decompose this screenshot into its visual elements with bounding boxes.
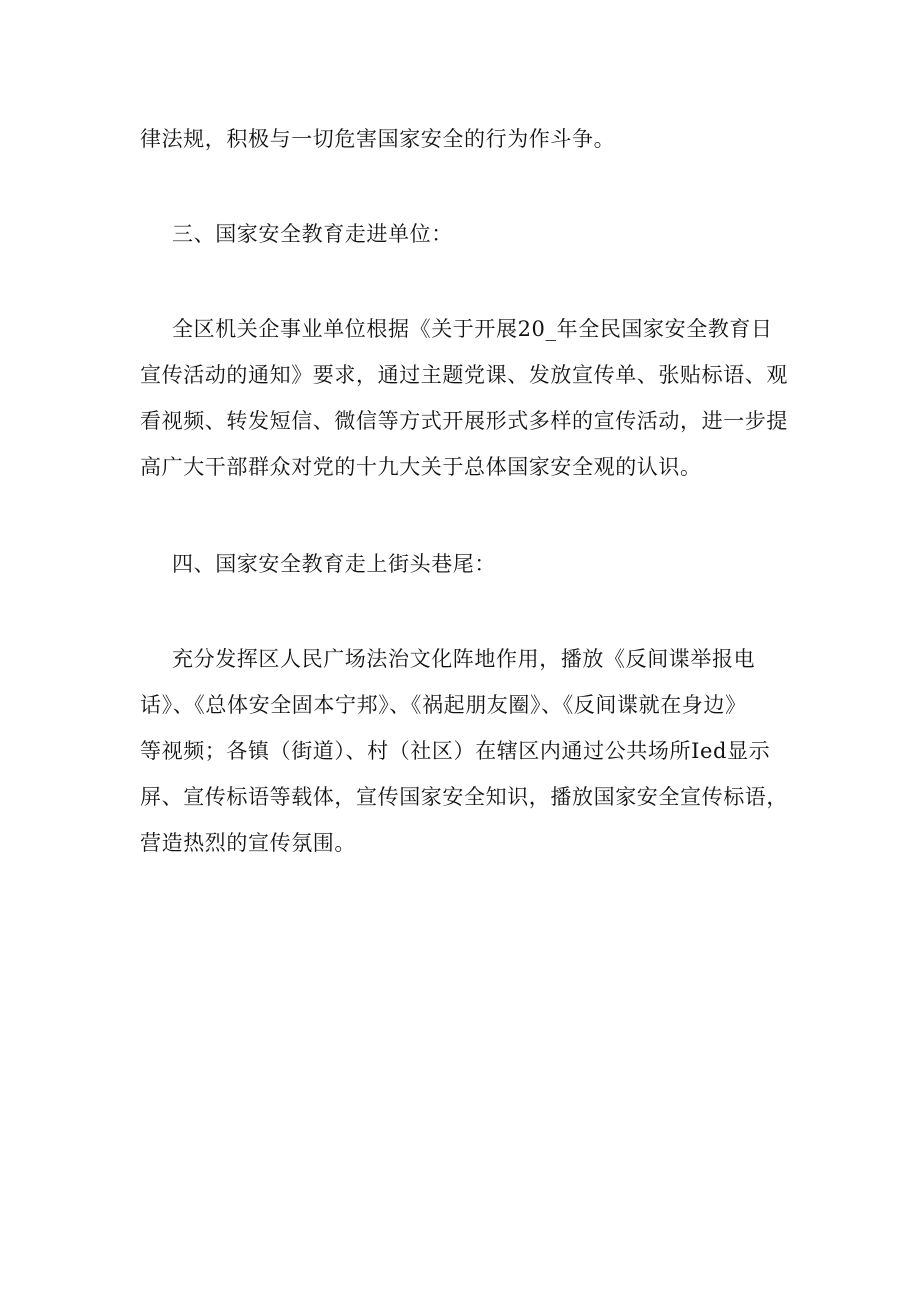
heading-text: 四、国家安全教育走上街头巷尾： xyxy=(172,552,496,576)
paragraph-line: 营造热烈的宣传氛围。 xyxy=(140,831,356,855)
paragraph-line: 高广大干部群众对党的十九大关于总体国家安全观的认识。 xyxy=(140,455,702,479)
paragraph-line: 看视频、转发短信、微信等方式开展形式多样的宣传活动，进一步提 xyxy=(140,409,788,433)
paragraph-line: 等视频；各镇（街道）、村（社区）在辖区内通过公共场所Ied显示 xyxy=(140,739,771,763)
paragraph-line: 屏、宣传标语等载体，宣传国家安全知识，播放国家安全宣传标语， xyxy=(140,785,788,809)
paragraph-line: 话》、《总体安全固本宁邦》、《祸起朋友圈》、《反间谍就在身边》 xyxy=(140,693,747,717)
paragraph-streets xyxy=(140,636,790,866)
paragraph-continuation xyxy=(140,116,790,162)
paragraph-line: 充分发挥区人民广场法治文化阵地作用，播放《反间谍举报电 xyxy=(172,647,756,671)
section-heading-four xyxy=(140,541,790,587)
heading-text: 三、国家安全教育走进单位： xyxy=(172,222,453,246)
section-heading-three xyxy=(140,211,790,257)
paragraph-line: 律法规，积极与一切危害国家安全的行为作斗争。 xyxy=(140,127,616,151)
paragraph-line: 宣传活动的通知》要求，通过主题党课、发放宣传单、张贴标语、观 xyxy=(140,363,788,387)
paragraph-line: 全区机关企事业单位根据《关于开展20_年全民国家安全教育日 xyxy=(172,317,773,341)
paragraph-units xyxy=(140,306,790,490)
